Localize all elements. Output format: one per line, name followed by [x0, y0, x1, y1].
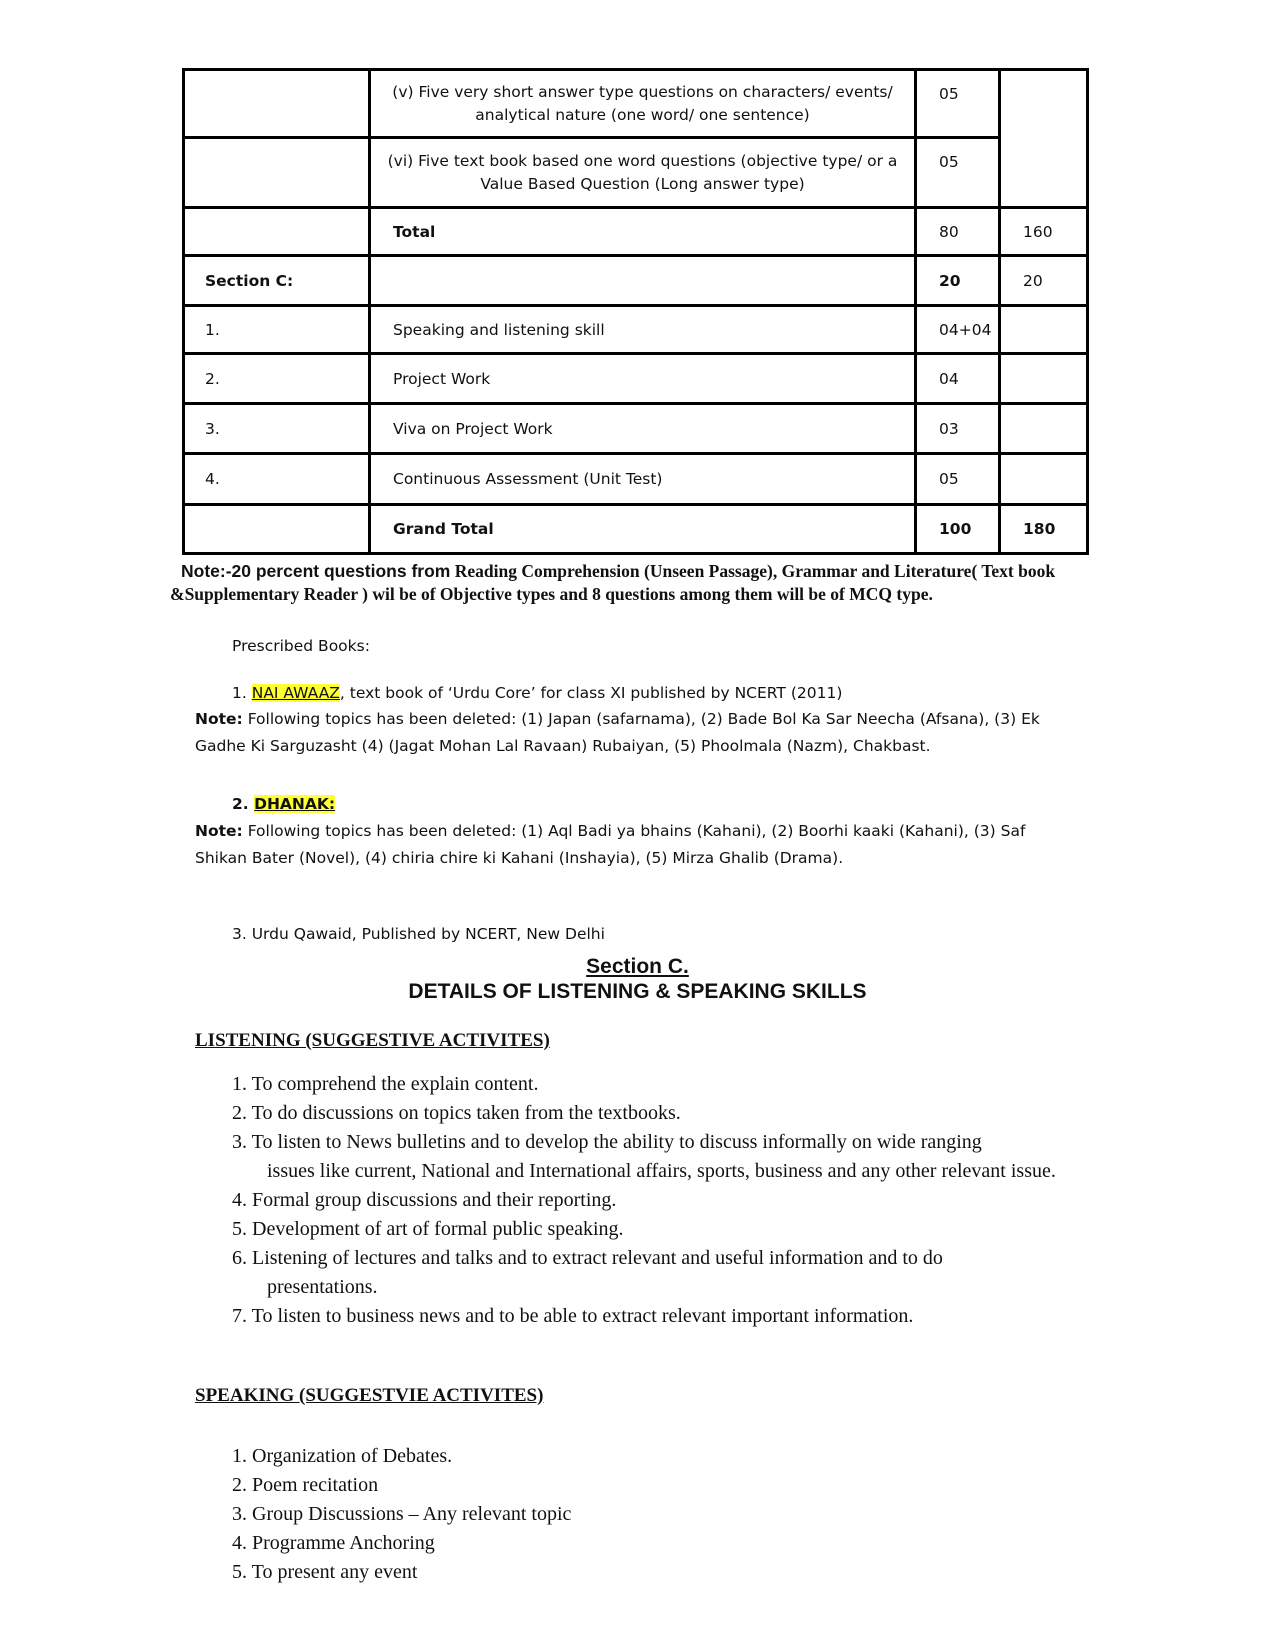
table-cell: [184, 208, 370, 256]
table-cell: 4.: [184, 454, 370, 505]
speaking-heading: SPEAKING (SUGGESTVIE ACTIVITES): [195, 1385, 544, 1406]
section-c-title: Section C.: [586, 955, 689, 978]
listening-list: [232, 1070, 1072, 1331]
item-number: 6.: [232, 1247, 247, 1269]
table-row: [184, 354, 1088, 404]
list-item: [232, 1471, 1072, 1500]
item-text: Organization of Debates.: [252, 1445, 453, 1467]
prescribed-books-label: Prescribed Books:: [232, 637, 370, 655]
table-cell: [370, 256, 916, 306]
table-cell: 04: [916, 354, 1000, 404]
item-number: 4.: [232, 1189, 247, 1211]
note-text: Reading Comprehension (Unseen Passage), Grammar and Literature( Text book &Supplementary Reader ) wil be of Objective types and 8 questions among them will be of MCQ type.: [170, 561, 1056, 604]
book-title: DHANAK:: [254, 795, 336, 813]
table-cell: Viva on Project Work: [370, 404, 916, 454]
list-item: [232, 1302, 1072, 1331]
book-item-2: [232, 795, 335, 813]
table-cell: [1000, 354, 1088, 404]
table-cell: 100: [916, 505, 1000, 554]
table-cell: 3.: [184, 404, 370, 454]
table-row: [184, 208, 1088, 256]
item-text: Listening of lectures and talks and to extract relevant and useful information and to do: [252, 1247, 943, 1269]
item-text: To present any event: [251, 1561, 418, 1583]
list-item: [232, 1186, 1072, 1215]
item-text: Poem recitation: [252, 1474, 379, 1496]
item-text: To listen to business news and to be able to extract relevant important information.: [251, 1305, 914, 1327]
list-item: [232, 1070, 1072, 1099]
book-item-1: [232, 684, 842, 702]
assessment-note: [170, 560, 1070, 606]
table-cell: Section C:: [184, 256, 370, 306]
item-text: Programme Anchoring: [252, 1532, 435, 1554]
listening-heading: LISTENING (SUGGESTIVE ACTIVITES): [195, 1030, 550, 1051]
item-number: 4.: [232, 1532, 247, 1554]
table-cell: 160: [1000, 208, 1088, 256]
item-number: 1.: [232, 1073, 247, 1095]
list-item: [232, 1558, 1072, 1587]
table-cell: Total: [370, 208, 916, 256]
table-cell: [1000, 454, 1088, 505]
item-number: 5.: [232, 1218, 247, 1240]
book-title: NAI AWAAZ: [251, 684, 340, 702]
item-number: 3.: [232, 1503, 247, 1525]
table-cell: 20: [916, 256, 1000, 306]
item-continuation: issues like current, National and International affairs, sports, business and any other relevant issue.: [267, 1160, 1056, 1182]
table-cell: 05: [916, 138, 1000, 208]
table-cell: 80: [916, 208, 1000, 256]
table-cell: [1000, 404, 1088, 454]
section-c-subtitle: DETAILS OF LISTENING & SPEAKING SKILLS: [408, 980, 867, 1003]
item-text: Development of art of formal public speaking.: [252, 1218, 624, 1240]
list-item: [232, 1244, 1072, 1302]
table-row: [184, 454, 1088, 505]
table-cell: [184, 70, 370, 138]
speaking-list: [232, 1442, 1072, 1587]
table-cell: 2.: [184, 354, 370, 404]
table-cell: (v) Five very short answer type questions on characters/ events/ analytical nature (one word/ one sentence): [370, 70, 916, 138]
book-note-1: [195, 706, 1075, 760]
table-cell: 1.: [184, 306, 370, 354]
item-text: To comprehend the explain content.: [251, 1073, 539, 1095]
marks-table: [182, 68, 1089, 555]
table-cell: (vi) Five text book based one word questions (objective type/ or a Value Based Question (Long answer type): [370, 138, 916, 208]
table-row: [184, 505, 1088, 554]
item-number: 2.: [232, 1102, 247, 1124]
list-item: [232, 1442, 1072, 1471]
table-cell: 04+04: [916, 306, 1000, 354]
item-text: Formal group discussions and their reporting.: [252, 1189, 617, 1211]
note-label: Note:: [195, 822, 243, 840]
table-cell: Continuous Assessment (Unit Test): [370, 454, 916, 505]
table-row: [184, 138, 1088, 208]
list-item: [232, 1529, 1072, 1558]
book-number: 1.: [232, 684, 247, 702]
book-number: 2.: [232, 795, 249, 813]
note-label: Note:: [195, 710, 243, 728]
item-number: 5.: [232, 1561, 247, 1583]
table-cell: 180: [1000, 505, 1088, 554]
table-cell: 03: [916, 404, 1000, 454]
item-number: 7.: [232, 1305, 247, 1327]
book-description: , text book of ‘Urdu Core’ for class XI published by NCERT (2011): [339, 684, 843, 702]
item-continuation: presentations.: [267, 1276, 378, 1298]
item-number: 2.: [232, 1474, 247, 1496]
table-cell: [184, 138, 370, 208]
table-row: [184, 306, 1088, 354]
note-text: Following topics has been deleted: (1) Aql Badi ya bhains (Kahani), (2) Boorhi kaaki (Kahani), (3) Saf Shikan Bater (Novel), (4) chiria chire ki Kahani (Inshayia), (5) Mirza Ghalib (Drama).: [195, 822, 1026, 867]
table-cell: 05: [916, 70, 1000, 138]
list-item: [232, 1215, 1072, 1244]
note-lead: Note:-20 percent questions from: [181, 561, 451, 581]
list-item: [232, 1128, 1072, 1186]
book-note-2: [195, 818, 1075, 872]
book-item-3: 3. Urdu Qawaid, Published by NCERT, New Delhi: [232, 925, 605, 943]
list-item: [232, 1500, 1072, 1529]
note-text: Following topics has been deleted: (1) Japan (safarnama), (2) Bade Bol Ka Sar Neecha (Afsana), (3) Ek Gadhe Ki Sarguzasht (4) (Jagat Mohan Lal Ravaan) Rubaiyan, (5) Phoolmala (Nazm), Chakbast.: [195, 710, 1040, 755]
item-number: 3.: [232, 1131, 247, 1153]
table-cell: 20: [1000, 256, 1088, 306]
table-row: [184, 256, 1088, 306]
table-cell: Grand Total: [370, 505, 916, 554]
item-text: To listen to News bulletins and to develop the ability to discuss informally on wide ranging: [251, 1131, 982, 1153]
list-item: [232, 1099, 1072, 1128]
table-row: [184, 404, 1088, 454]
table-row: [184, 70, 1088, 138]
table-cell: Project Work: [370, 354, 916, 404]
item-text: Group Discussions – Any relevant topic: [252, 1503, 572, 1525]
table-cell: [1000, 306, 1088, 354]
table-cell: Speaking and listening skill: [370, 306, 916, 354]
table-cell: [1000, 70, 1088, 208]
item-text: To do discussions on topics taken from the textbooks.: [251, 1102, 681, 1124]
table-cell: 05: [916, 454, 1000, 505]
table-cell: [184, 505, 370, 554]
item-number: 1.: [232, 1445, 247, 1467]
